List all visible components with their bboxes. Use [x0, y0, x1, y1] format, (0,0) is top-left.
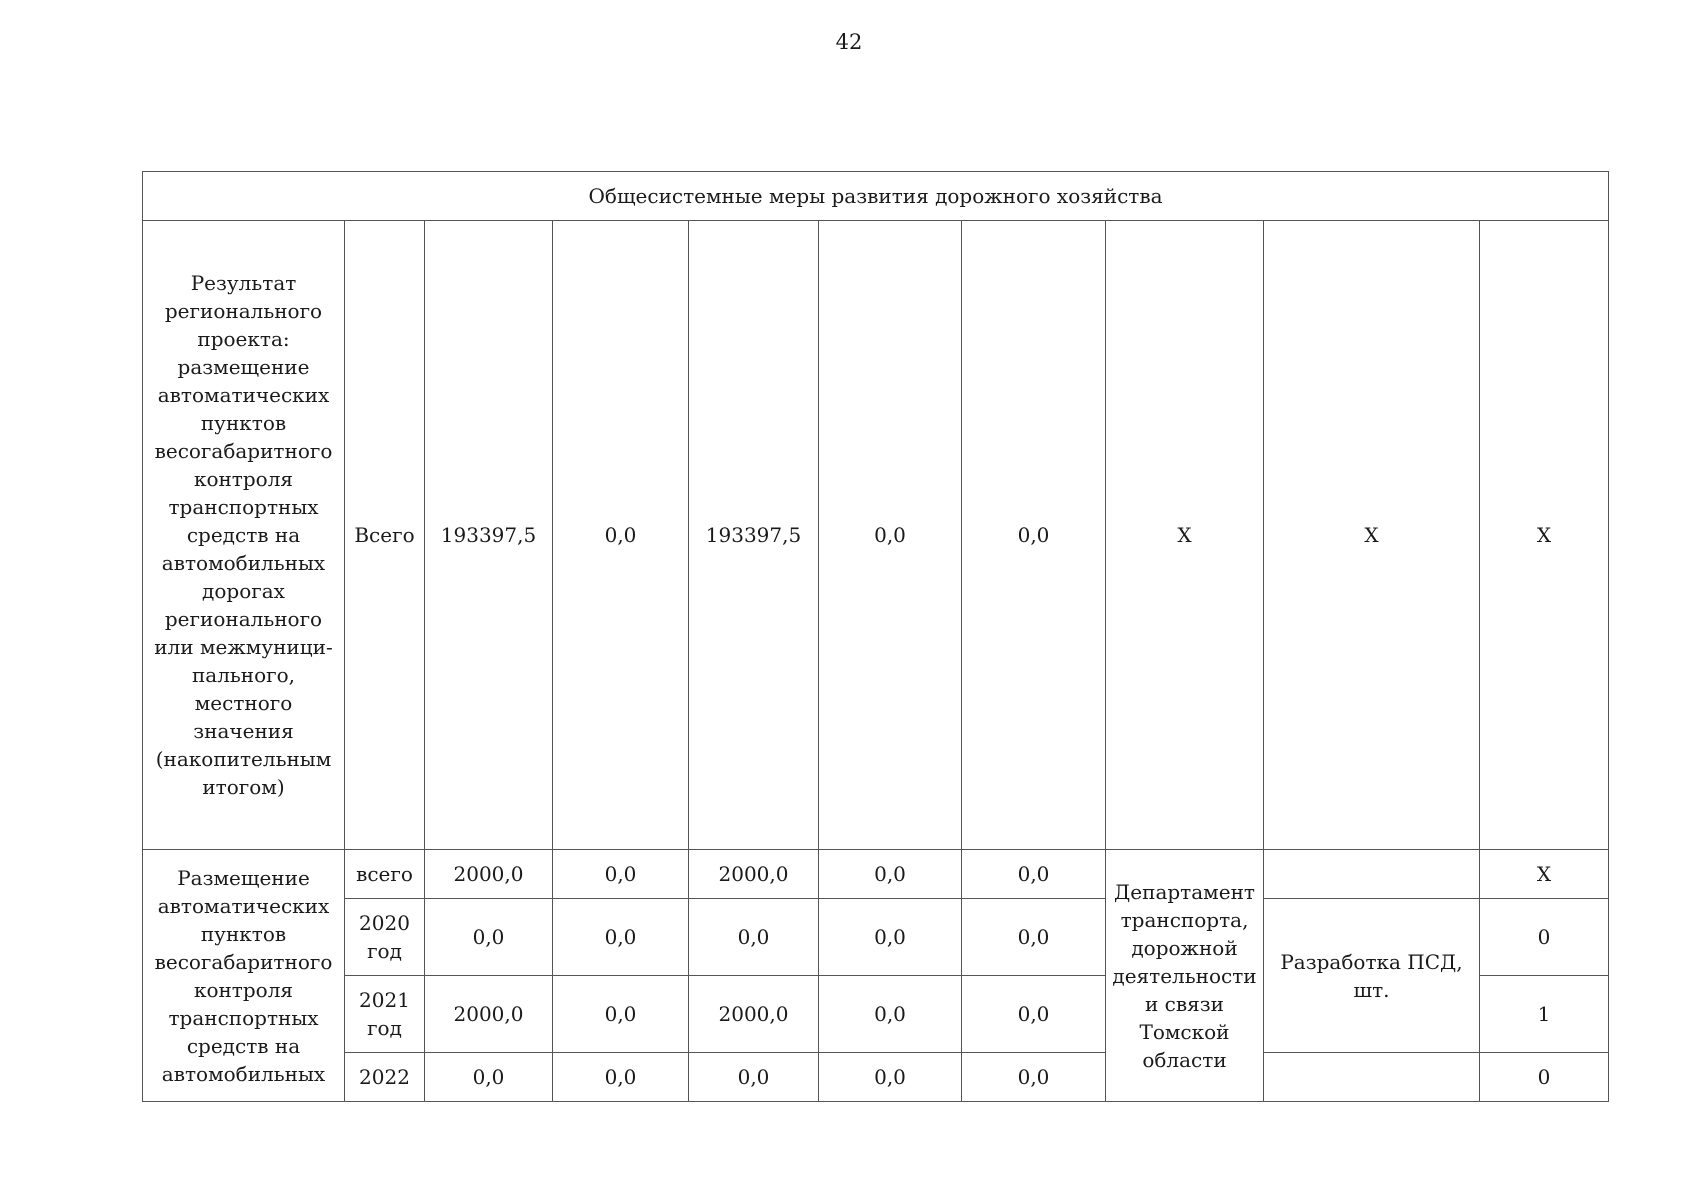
budget-table	[142, 171, 1609, 1102]
table-row	[143, 1053, 1609, 1102]
value-total: 2000,0	[425, 850, 553, 899]
value-regional: 2000,0	[689, 850, 819, 899]
value-other: 0,0	[962, 976, 1106, 1053]
value-federal: 0,0	[553, 850, 689, 899]
result-value-other: 0,0	[962, 221, 1106, 850]
result-period: Всего	[345, 221, 425, 850]
value-federal: 0,0	[553, 899, 689, 976]
value-total: 0,0	[425, 1053, 553, 1102]
indicator-empty-cell	[1264, 1053, 1480, 1102]
result-value-total: 193397,5	[425, 221, 553, 850]
period-cell: 2020 год	[345, 899, 425, 976]
value-local: 0,0	[819, 1053, 962, 1102]
indicator-cell: Разработка ПСД, шт.	[1264, 899, 1480, 1053]
value-local: 0,0	[819, 976, 962, 1053]
indicator-empty-cell	[1264, 850, 1480, 899]
value-federal: 0,0	[553, 976, 689, 1053]
result-executor: X	[1106, 221, 1264, 850]
result-name: Результат регионального проекта: размещение автоматических пунктов весогабаритного контроля транспортных средств на автомобильных дорогах регионального или межмуници- пального, местного значения (накопительным итогом)	[143, 221, 345, 850]
target-cell: 0	[1480, 1053, 1609, 1102]
value-regional: 2000,0	[689, 976, 819, 1053]
page-number: 42	[835, 30, 863, 54]
table-row	[143, 850, 1609, 899]
measure-name: Размещение автоматических пунктов весогабаритного контроля транспортных средств на автомобильных	[143, 850, 345, 1102]
result-value-regional: 193397,5	[689, 221, 819, 850]
result-indicator: X	[1264, 221, 1480, 850]
value-other: 0,0	[962, 1053, 1106, 1102]
target-cell: 1	[1480, 976, 1609, 1053]
value-regional: 0,0	[689, 1053, 819, 1102]
period-cell: 2021 год	[345, 976, 425, 1053]
value-regional: 0,0	[689, 899, 819, 976]
target-cell: X	[1480, 850, 1609, 899]
value-other: 0,0	[962, 899, 1106, 976]
value-total: 2000,0	[425, 976, 553, 1053]
table-row	[143, 899, 1609, 976]
target-cell: 0	[1480, 899, 1609, 976]
result-value-local: 0,0	[819, 221, 962, 850]
value-local: 0,0	[819, 850, 962, 899]
period-cell: 2022	[345, 1053, 425, 1102]
section-header: Общесистемные меры развития дорожного хозяйства	[143, 172, 1609, 221]
value-federal: 0,0	[553, 1053, 689, 1102]
period-cell: всего	[345, 850, 425, 899]
value-total: 0,0	[425, 899, 553, 976]
table-row	[143, 221, 1609, 850]
value-other: 0,0	[962, 850, 1106, 899]
executor-cell: Департамент транспорта, дорожной деятельности и связи Томской области	[1106, 850, 1264, 1102]
result-value-federal: 0,0	[553, 221, 689, 850]
result-target: X	[1480, 221, 1609, 850]
value-local: 0,0	[819, 899, 962, 976]
